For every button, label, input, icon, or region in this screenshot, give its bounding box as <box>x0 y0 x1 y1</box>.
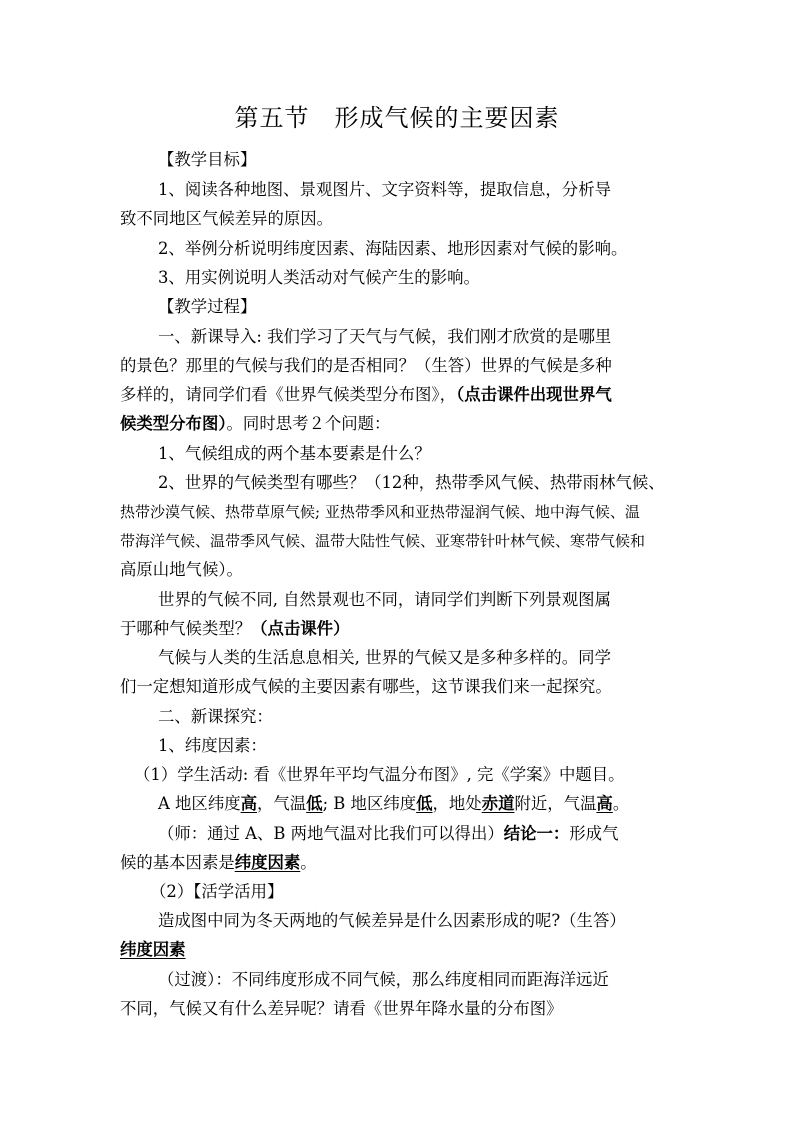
ab-answer-equator: 赤道 <box>481 794 515 813</box>
latitude-header: 1、纬度因素： <box>158 736 267 755</box>
ab-answer-high: 高 <box>240 794 257 813</box>
explore-header: 二、新课探究： <box>158 707 273 726</box>
intro-line-3 <box>120 381 680 409</box>
intro-line-3-text: 多样的，请同学们看《世界气候类型分布图》， <box>120 385 457 404</box>
apply-question: 造成图中同为冬天两地的气候差异是什么因素形成的呢?（生答） <box>158 911 626 930</box>
page-title: 第五节 形成气候的主要因素 <box>234 104 560 132</box>
ab-text-2: ，气温 <box>257 794 307 813</box>
ab-text-5: 附近，气温 <box>514 794 597 813</box>
question-2-line-1: 2、世界的气候类型有哪些？（12种，热带季风气候、热带雨林气候、 <box>158 473 665 492</box>
landscape-line-2 <box>120 615 680 643</box>
intro-line-2: 的景色？那里的气候与我们的是否相同？（生答）世界的气候是多种 <box>120 356 612 375</box>
goal-1-line-2: 致不同地区气候差异的原因。 <box>120 209 334 228</box>
ab-text-3: ; B 地区纬度 <box>322 794 417 813</box>
apply-answer: 纬度因素 <box>120 940 186 959</box>
activity-line: （1）学生活动: 看《世界年平均气温分布图》, 完《学案》中题目。 <box>134 765 625 784</box>
apply-header: （2）【活学活用】 <box>150 882 284 901</box>
courseware-note-cont: 候类型分布图） <box>120 414 227 433</box>
goals-header: 【教学目标】 <box>158 150 257 169</box>
intro-line-1: 一、新课导入: 我们学习了天气与气候，我们刚才欣赏的是哪里 <box>158 327 612 346</box>
conclusion-text: 候的基本因素是 <box>120 853 235 872</box>
conclusion-answer: 纬度因素 <box>234 853 301 872</box>
landscape-courseware-note: （点击课件） <box>251 619 350 638</box>
goal-1-line-1: 1、阅读各种地图、景观图片、文字资料等，提取信息，分析导 <box>158 180 611 199</box>
goal-3: 3、用实例说明人类活动对气候产生的影响。 <box>158 268 480 287</box>
process-header: 【教学过程】 <box>158 297 257 316</box>
question-2-line-3: 带海洋气候、温带季风气候、温带大陆性气候、亚寒带针叶林气候、寒带气候和 <box>120 532 646 550</box>
bridge-line-2: 不同，气候又有什么差异呢？请看《世界年降水量的分布图》 <box>120 999 563 1018</box>
courseware-note: （点击课件出现世界气 <box>456 385 612 404</box>
goal-2: 2、举例分析说明纬度因素、海陆因素、地形因素对气候的影响。 <box>158 239 628 258</box>
ab-comparison <box>158 790 718 818</box>
conclusion-label: 结论一： <box>503 824 570 843</box>
intro-line-4 <box>120 410 680 438</box>
conclusion-line <box>120 849 680 877</box>
teacher-text: （师：通过 A、B 两地气温对比我们可以得出） <box>158 824 504 843</box>
intro-line-4-text: 。同时思考２个问题： <box>226 414 391 433</box>
ab-text-1: A 地区纬度 <box>158 794 241 813</box>
ab-answer-low: 低 <box>306 794 323 813</box>
ab-answer-low-2: 低 <box>416 794 433 813</box>
question-2-line-4: 高原山地气候）。 <box>120 560 243 579</box>
landscape-line-1: 世界的气候不同, 自然景观也不同，请同学们判断下列景观图属 <box>158 590 611 609</box>
question-2-line-2: 热带沙漠气候、热带草原气候; 亚热带季风和亚热带湿润气候、地中海气候、温 <box>120 503 640 521</box>
teacher-line <box>158 820 718 848</box>
transition-line-2: 们一定想知道形成气候的主要因素有哪些，这节课我们来一起探究。 <box>120 677 612 696</box>
teacher-text-2: 形成气 <box>569 824 619 843</box>
question-1: 1、气候组成的两个基本要素是什么？ <box>158 444 431 463</box>
landscape-line-2-text: 于哪种气候类型？ <box>120 619 252 638</box>
bridge-line-1: （过渡）：不同纬度形成不同气候，那么纬度相同而距海洋远近 <box>158 970 609 989</box>
ab-text-6: 。 <box>612 794 630 813</box>
ab-text-4: ，地处 <box>432 794 482 813</box>
ab-answer-high-2: 高 <box>596 794 613 813</box>
conclusion-end: 。 <box>300 853 317 872</box>
transition-line-1: 气候与人类的生活息息相关, 世界的气候又是多种多样的。同学 <box>158 648 611 667</box>
